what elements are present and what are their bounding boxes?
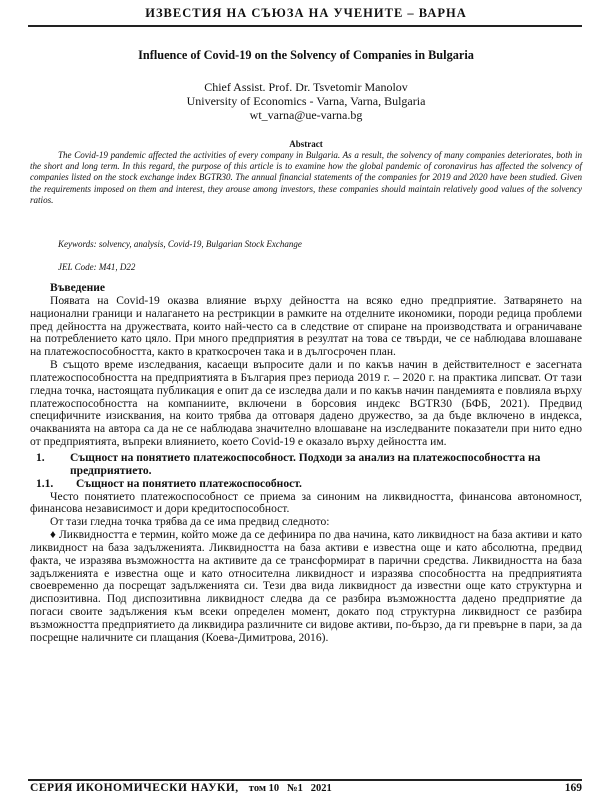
body-paragraph: От тази гледна точка трябва да се има предвид следното:	[50, 516, 330, 529]
body-paragraph: ♦ Ликвидността е термин, който може да се дефинира по два начина, като ликвидност на база активи и като ликвидност на база задълженията. Ликвидността на база активи е известна още и като абсолютна, предвид факта, че изразява възможността на активите да се трансформират в парични средства. Ликвидността на база задълженията е известна още и като относителна ликвидност и изразява способността на предприятията своевременно да посрещат задълженията си. Тези два вида ликвидност да известни още като структурна и диспозитивна. Под диспозитивна ликвидност следва да се разбира възможността дадено предприятие да погаси своите задължения към всеки определен момент, докато под структурна ликвидност се разбира възможността предприятието да ликвидира различните си видове активи, по-бързо, да ги превърне в пари, за да посрещне наличните си плащания (Коева-Димитрова, 2016).	[30, 529, 582, 644]
body-paragraph: Често понятието платежоспособност се приема за синоним на ликвидността, финансова автономност, финансова независимост и дори кредитоспособност.	[30, 490, 582, 516]
journal-header: ИЗВЕСТИЯ НА СЪЮЗА НА УЧЕНИТЕ – ВАРНА	[145, 6, 467, 20]
author-block	[30, 80, 582, 122]
journal-footer	[30, 782, 582, 794]
page-number: 169	[564, 782, 582, 794]
footer-series	[30, 782, 332, 794]
section-heading	[30, 452, 582, 478]
author-name: Chief Assist. Prof. Dr. Tsvetomir Manolov	[204, 80, 408, 94]
subsection-title: Същност на понятието платежоспособност.	[76, 477, 302, 490]
abstract-heading: Abstract	[289, 139, 323, 149]
footer-rule	[28, 779, 582, 781]
keywords: Keywords: solvency, analysis, Covid-19, Bulgarian Stock Exchange	[58, 239, 302, 249]
body-paragraph: В същото време изследвания, касаещи въпросите дали и по какъв начин в действителност е засегната платежоспособността на предприятията в България през периода 2019 г. – 2020 г. на практика липсват. От тази гледна точка, настоящата публикация е опит да се изследва дали и по какъв начин пандемията е повлияла върху платежоспособността на компаниите, включени в борсовия индекс BGTR30 (БФБ, 2021). Предвид специфичните изисквания, на които трябва да отговаря дадено дружество, за да бъде включено в индекса, очакванията на автора са да не се наблюдава значително влошаване на изследваните показатели при нито едно от предприятията, въпреки влиянието, което Covid-19 е оказало върху дейността им.	[30, 359, 582, 449]
body-paragraph: Появата на Covid-19 оказва влияние върху дейността на всяко едно предприятие. Затварянето на национални граници и налагането на рестрикции в рамките на отделните икономики, породи редица проблеми пред дейността на дружествата, които най-често са в следствие от спиране на производствата и ограничаване на потреблението като цяло. При много предприятия в резултат на това се твърди, че се наблюдава влошаване на платежоспособността, както в краткосрочен така и в дългосрочен план.	[30, 294, 582, 359]
abstract-text: The Covid-19 pandemic affected the activities of every company in Bulgaria. As a result, the solvency of many companies deteriorates, both in the short and long term. In this regard, the purpose of this article is to examine how the global pandemic of coronavirus has affected the solvency of companies listed on the stock exchange index BGTR30. The annual financial statements of the companies for 2019 and 2020 have been studied. Given the requirements imposed on them and interest, they arouse among investors, these companies should maintain relatively good values of the solvency ratios.	[30, 150, 582, 205]
subsection-heading	[30, 478, 582, 491]
author-email: wt_varna@ue-varna.bg	[249, 108, 363, 122]
footer-series-name: СЕРИЯ ИКОНОМИЧЕСКИ НАУКИ,	[30, 782, 239, 794]
section-number: 1.	[36, 451, 45, 464]
footer-volume: том 10 №1 2021	[248, 783, 332, 794]
intro-heading: Въведение	[50, 282, 106, 294]
section-title: Същност на понятието платежоспособност. Подходи за анализ на платежоспособността на предприятието.	[70, 451, 541, 477]
jel-code: JEL Code: M41, D22	[58, 262, 136, 272]
subsection-number: 1.1.	[36, 477, 54, 490]
article-body	[30, 282, 582, 645]
author-affiliation: University of Economics - Varna, Varna, Bulgaria	[186, 94, 426, 108]
header-rule	[28, 25, 582, 27]
paper-title: Influence of Covid-19 on the Solvency of Companies in Bulgaria	[138, 48, 474, 62]
